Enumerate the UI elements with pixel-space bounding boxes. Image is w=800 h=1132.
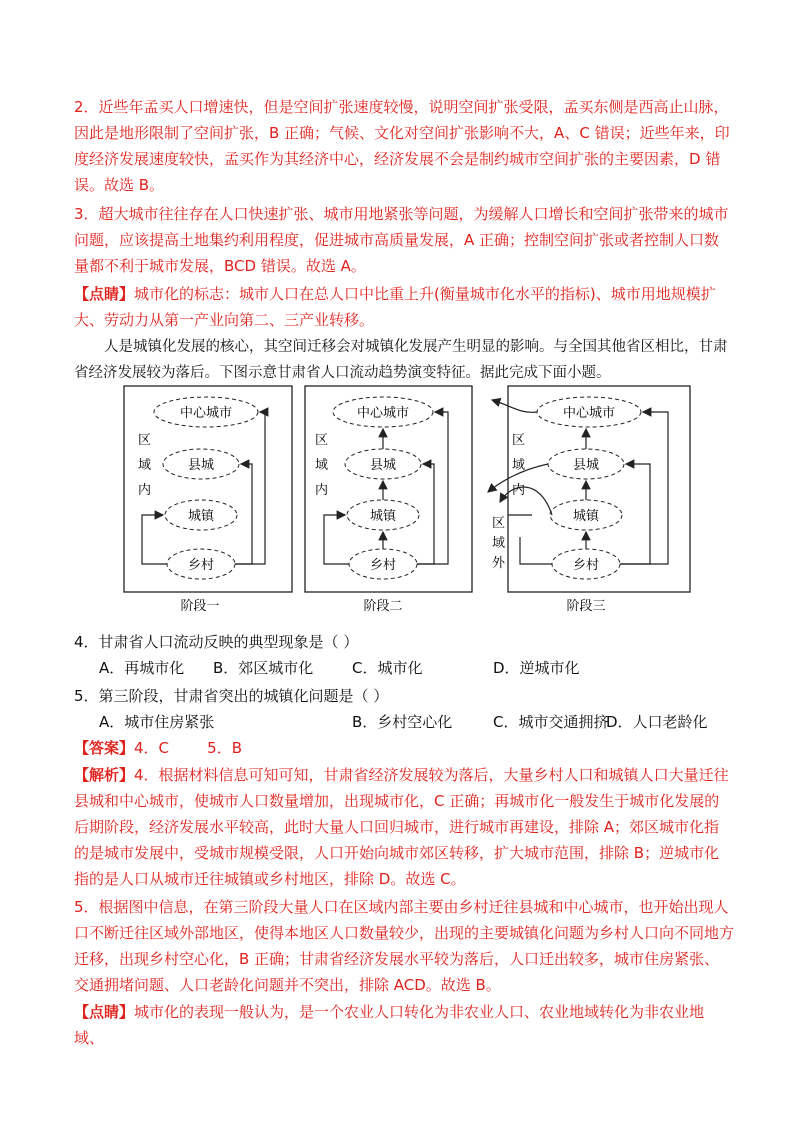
stage1-region-char-3: 内	[138, 483, 152, 498]
stage1-region-char-1: 区	[138, 433, 152, 448]
stage3-county: 县城	[572, 458, 600, 473]
stage2-town: 城镇	[369, 509, 397, 524]
material-paragraph: 人是城镇化发展的核心，其空间迁移会对城镇化发展产生明显的影响。与全国其他省区相比，甘肃省经济发展较为落后。下图示意甘肃省人口流动趋势演变特征。据此完成下面小题。	[74, 339, 728, 381]
answer-paragraph-3: 3．超大城市往往存在人口快速扩张、城市用地紧张等问题，为缓解人口增长和空间扩张带来的城市问题，应该提高土地集约利用程度，促进城市高质量发展，A 正确；控制空间扩张或者控制人口数量都不利于城市发展，BCD 错误。故选 A。	[74, 205, 729, 275]
stage3-center-city: 中心城市	[562, 406, 616, 421]
stage3-outside-char-2: 域	[492, 536, 506, 551]
stage1-region-char-2: 域	[138, 458, 152, 473]
answer-tag: 【答案】	[74, 739, 135, 757]
stage3-town: 城镇	[572, 509, 600, 524]
answer-text: 4．C 5．B	[134, 739, 243, 757]
answer-line	[74, 735, 734, 761]
stage3-region-char-1: 区	[512, 433, 526, 448]
q4-option-b[interactable]: B．郊区城市化	[213, 659, 314, 677]
stage2-label: 阶段二	[363, 599, 403, 614]
analysis-paragraph-5: 5．根据图中信息，在第三阶段大量人口在区域内部主要由乡村迁往县城和中心城市，也开始出现人口不断迁往区域外部地区，使得本地区人口数量较少，出现的主要城镇化问题为乡村人口向不同地方迁移，出现乡村空心化，B 正确；甘肃省经济发展水平较为落后，人口迁出较多，城市住房紧张、交通拥堵问题、人口老龄化问题并不突出，排除 ACD。故选 B。	[74, 898, 735, 994]
q4-option-c[interactable]: C．城市化	[352, 659, 423, 677]
stage1-label: 阶段一	[180, 599, 220, 614]
stage-one-panel	[124, 386, 292, 614]
analysis-tag: 【解析】	[74, 766, 135, 784]
stage2-region-char-2: 域	[315, 458, 329, 473]
stage3-outside-char-1: 区	[492, 516, 506, 531]
tip-paragraph-2	[74, 999, 734, 1051]
stage2-county: 县城	[369, 458, 397, 473]
stage2-region-char-1: 区	[315, 433, 329, 448]
q4-option-a[interactable]: A．再城市化	[99, 659, 185, 677]
stage-three-panel	[488, 386, 690, 614]
stage3-region-char-2: 域	[512, 458, 526, 473]
question-4-stem: 4．甘肃省人口流动反映的典型现象是（ ）	[74, 633, 359, 651]
stage3-village: 乡村	[572, 558, 600, 573]
stage3-label: 阶段三	[566, 599, 606, 614]
tip2-text: 城市化的表现一般认为，是一个农业人口转化为非农业人口、农业地域转化为非农业地域、	[74, 1003, 705, 1047]
stage-two-panel	[305, 386, 472, 614]
q5-option-a[interactable]: A．城市住房紧张	[99, 713, 215, 731]
tip-text: 城市化的标志：城市人口在总人口中比重上升(衡量城市化水平的指标)、城市用地规模扩大、劳动力从第一产业向第二、三产业转移。	[74, 285, 716, 329]
stage1-village: 乡村	[187, 558, 215, 573]
q4-option-d[interactable]: D．逆城市化	[493, 659, 580, 677]
stage3-outside-char-3: 外	[492, 556, 506, 571]
q5-option-d[interactable]: D．人口老龄化	[606, 713, 708, 731]
stage2-village: 乡村	[369, 558, 397, 573]
stage1-center-city: 中心城市	[179, 406, 233, 421]
stage2-region-char-3: 内	[315, 483, 329, 498]
analysis-text-4: 4．根据材料信息可知可知，甘肃省经济发展较为落后，大量乡村人口和城镇人口大量迁往县城和中心城市，使城市人口数量增加，出现城市化，C 正确；再城市化一般发生于城市化发展的后期阶段，经济发展水平较高，此时大量人口回归城市，进行城市再建设，排除 A；郊区城市化指的是城市发展中，受城市规模受限，人口开始向城市郊区转移，扩大城市范围，排除 B；逆城市化指的是人口从城市迁往城镇或乡村地区，排除 D。故选 C。	[74, 766, 729, 888]
stage1-county: 县城	[187, 458, 215, 473]
tip2-tag: 【点睛】	[74, 1003, 135, 1021]
q5-option-b[interactable]: B．乡村空心化	[352, 713, 453, 731]
tip-paragraph-1	[74, 281, 734, 333]
tip-tag: 【点睛】	[74, 285, 135, 303]
answer-paragraph-2: 2．近些年孟买人口增速快，但是空间扩张速度较慢，说明空间扩张受限，孟买东侧是西高止山脉，因此是地形限制了空间扩张，B 正确；气候、文化对空间扩张影响不大，A、C 错误；近些年来，印度经济发展速度较快，孟买作为其经济中心，经济发展不会是制约城市空间扩张的主要因素，D 错误。故选 B。	[74, 98, 730, 194]
analysis-paragraph-4	[74, 762, 734, 892]
stage1-town: 城镇	[187, 509, 215, 524]
stage3-region-char-3: 内	[512, 483, 526, 498]
population-flow-diagram	[100, 382, 710, 614]
q5-option-c[interactable]: C．城市交通拥挤	[493, 713, 609, 731]
stage2-center-city: 中心城市	[356, 406, 410, 421]
question-5-stem: 5．第三阶段，甘肃省突出的城镇化问题是（ ）	[74, 687, 389, 705]
